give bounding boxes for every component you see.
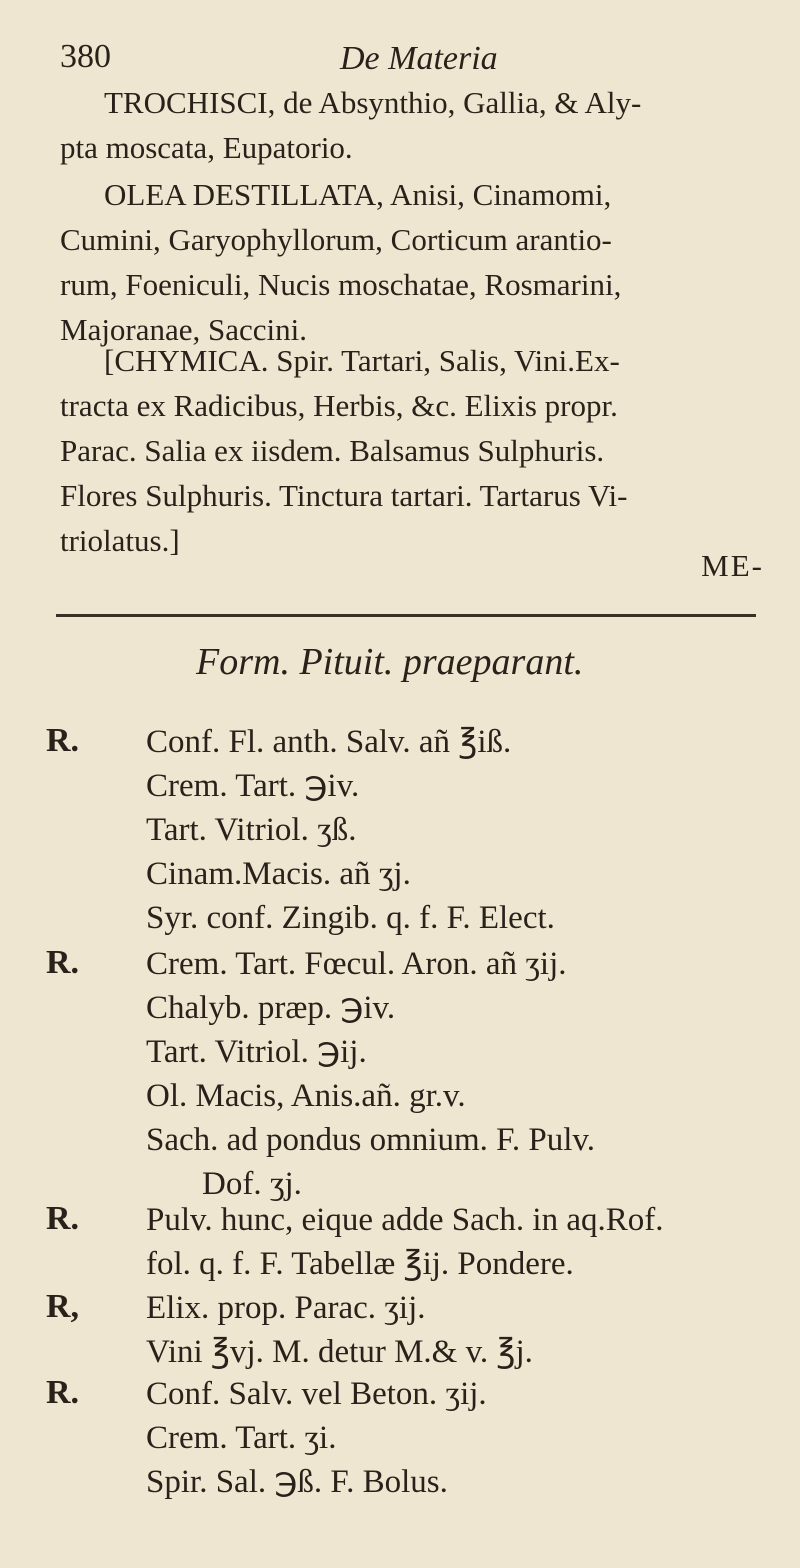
- recipe-line: Sach. ad pondus omnium. F. Pulv.: [146, 1122, 595, 1158]
- text-line: pta moscata, Eupatorio.: [60, 130, 353, 165]
- catchword: ME-: [701, 548, 764, 583]
- recipe-line: Dof. ʒj.: [202, 1166, 302, 1202]
- recipe-symbol: R.: [46, 1200, 80, 1237]
- recipe-symbol: R,: [46, 1288, 80, 1325]
- formulas-title: Form. Pituit. praeparant.: [196, 641, 584, 683]
- recipe-lines: [146, 1372, 487, 1504]
- text-line: TROCHISCI, de Absynthio, Gallia, & Aly-: [104, 85, 642, 120]
- page-header: [60, 38, 760, 84]
- divider-rule: [56, 614, 756, 617]
- recipe-line: Tart. Vitriol. ℈ij.: [146, 1034, 367, 1070]
- recipe-line: Vini ℥vj. M. detur M.& v. ℥j.: [146, 1334, 533, 1370]
- text-line: tracta ex Radicibus, Herbis, &c. Elixis propr.: [60, 388, 618, 423]
- text-line: rum, Foeniculi, Nucis moschatae, Rosmarini,: [60, 267, 622, 302]
- text-line: OLEA DESTILLATA, Anisi, Cinamomi,: [104, 177, 612, 212]
- recipe-line: Chalyb. præp. ℈iv.: [146, 990, 396, 1026]
- recipe-line: Tart. Vitriol. ʒß.: [146, 812, 357, 848]
- text-line: [CHYMICA. Spir. Tartari, Salis, Vini.Ex-: [104, 343, 620, 378]
- text-line: Cumini, Garyophyllorum, Corticum arantio-: [60, 222, 612, 257]
- recipe-line: Syr. conf. Zingib. q. f. F. Elect.: [146, 900, 555, 936]
- text-line: Parac. Salia ex iisdem. Balsamus Sulphuris.: [60, 433, 605, 468]
- text-line: Flores Sulphuris. Tinctura tartari. Tartarus Vi-: [60, 478, 628, 513]
- recipe-symbol: R.: [46, 1374, 80, 1411]
- paragraph-chymica: [60, 338, 780, 563]
- page-number: 380: [60, 38, 111, 75]
- recipe-line: Elix. prop. Parac. ʒij.: [146, 1290, 426, 1326]
- recipe-symbol: R.: [46, 944, 80, 981]
- recipe-lines: [146, 720, 555, 940]
- recipe-line: Conf. Fl. anth. Salv. añ ℥iß.: [146, 724, 512, 760]
- running-title: De Materia: [340, 40, 498, 77]
- recipe-lines: [146, 1286, 533, 1374]
- recipe-line: fol. q. f. F. Tabellæ ℥ij. Pondere.: [146, 1246, 574, 1282]
- paragraph-olea: [60, 172, 780, 352]
- recipe-line: Crem. Tart. ℈iv.: [146, 768, 360, 804]
- recipe-lines: [146, 942, 595, 1206]
- recipe-line: Cinam.Macis. añ ʒj.: [146, 856, 411, 892]
- recipe-line: Spir. Sal. ℈ß. F. Bolus.: [146, 1464, 448, 1500]
- paragraph-trochisci: [60, 80, 780, 170]
- text-line: triolatus.]: [60, 523, 180, 558]
- text-line: Majoranae, Saccini.: [60, 312, 308, 347]
- recipe-line: Pulv. hunc, eique adde Sach. in aq.Rof.: [146, 1202, 664, 1238]
- recipe-line: Crem. Tart. ʒi.: [146, 1420, 337, 1456]
- recipe-symbol: R.: [46, 722, 80, 759]
- recipe-line: Ol. Macis, Anis.añ. gr.v.: [146, 1078, 466, 1114]
- recipe-line: Crem. Tart. Fœcul. Aron. añ ʒij.: [146, 946, 567, 982]
- recipe-line: Conf. Salv. vel Beton. ʒij.: [146, 1376, 487, 1412]
- recipe-lines: [146, 1198, 664, 1286]
